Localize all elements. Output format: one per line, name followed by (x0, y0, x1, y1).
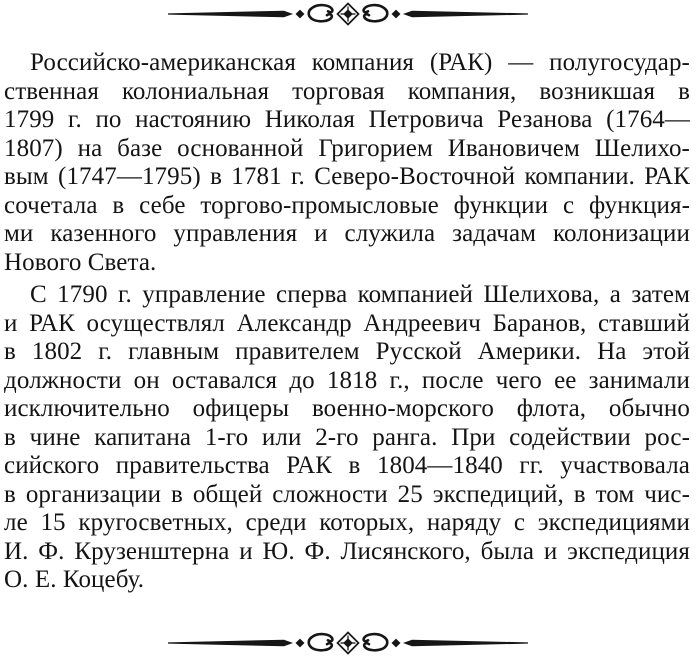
left-diamond (296, 10, 305, 19)
left-rule (168, 640, 293, 647)
left-scroll (309, 5, 333, 21)
text-line: О. Е. Коцебу. (4, 566, 145, 593)
text-line: в 1802 г. главным правителем Русской Америки. На этой (4, 338, 690, 365)
center-flower (338, 4, 359, 25)
right-diamond (392, 10, 401, 19)
center-flower (338, 633, 359, 654)
text-line: в чине капитана 1-го или 2-го ранга. При содействии рос- (4, 423, 690, 451)
right-diamond (392, 639, 401, 648)
text-line: Российско-американская компания (РАК) — полугосудар- (30, 49, 690, 76)
text-line: вым (1747—1795) в 1781 г. Северо-Восточной компании. РАК (4, 163, 690, 190)
right-scroll (364, 5, 388, 21)
left-rule (168, 11, 293, 18)
text-line: должности он оставался до 1818 г., после чего ее занимали (4, 366, 690, 394)
text-line: ле 15 кругосветных, среди которых, наряду с экспедициями (4, 509, 690, 536)
paragraph (4, 281, 690, 595)
text-line: исключительно офицеры военно-морского флота, обычно (4, 395, 690, 422)
text-line: и РАК осуществлял Александр Андреевич Баранов, ставший (4, 309, 690, 337)
left-diamond (296, 639, 305, 648)
scroll-divider-icon (166, 1, 530, 27)
text-line: в организации в общей сложности 25 экспедиций, в том чис- (4, 480, 690, 508)
header-scroll-divider-ornament (166, 1, 530, 27)
right-rule (403, 11, 528, 18)
scroll-divider-icon (166, 630, 530, 656)
right-rule (403, 640, 528, 647)
text-line: ми казенного управления и служила задачам колонизации (4, 220, 690, 247)
text-line: Нового Света. (4, 248, 157, 276)
text-line: С 1790 г. управление сперва компанией Шелихова, а затем (30, 281, 690, 308)
paragraph (4, 49, 690, 277)
footer-scroll-divider-ornament (166, 630, 530, 656)
text-line: сийского правительства РАК в 1804—1840 гг. участвовала (4, 452, 690, 479)
text-line: И. Ф. Крузенштерна и Ю. Ф. Лисянского, была и экспедиция (4, 537, 690, 565)
right-scroll (364, 634, 388, 650)
text-body (4, 49, 690, 599)
text-line: 1799 г. по настоянию Николая Петровича Резанова (1764— (4, 106, 690, 133)
left-scroll (309, 634, 333, 650)
text-line: ственная колониальная торговая компания, возникшая в (4, 77, 690, 105)
text-line: 1807) на базе основанной Григорием Ивановичем Шелихо- (4, 134, 690, 162)
text-line: сочетала в себе торгово-промысловые функции с функция- (4, 191, 690, 219)
